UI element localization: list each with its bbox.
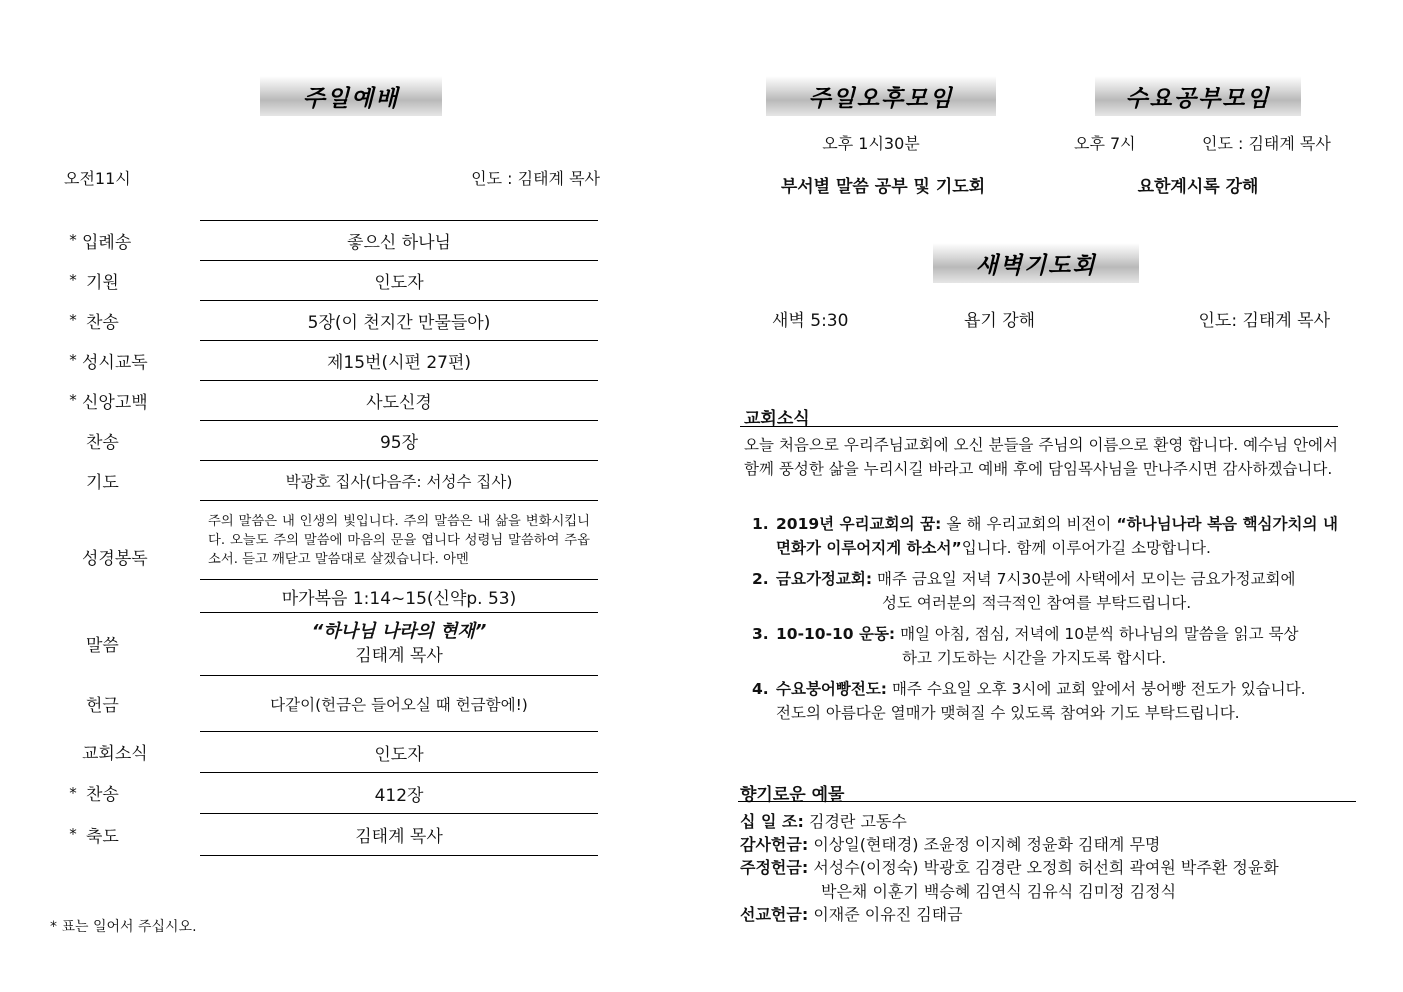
order-row xyxy=(64,813,598,855)
order-label-text: 성시교독 xyxy=(82,352,148,373)
order-label-text: 신앙고백 xyxy=(82,392,148,413)
order-label-text: 기도 xyxy=(86,472,119,493)
news-item-head: 2019년 우리교회의 꿈: xyxy=(776,515,942,533)
order-row xyxy=(64,675,598,731)
news-item-body: 입니다. 함께 이루어가길 소망합니다. xyxy=(961,539,1211,557)
order-bottom-line xyxy=(200,855,598,856)
dawn-prayer-banner: 새벽기도회 xyxy=(933,243,1139,283)
news-item-4 xyxy=(752,677,1338,725)
order-label xyxy=(64,731,200,772)
offering-line-weekly-cont: 박은채 이훈기 백승혜 김연식 김유식 김미정 김정식 xyxy=(821,882,1177,901)
news-item-body: 매일 아침, 점심, 저녁에 10분씩 하나님의 말씀을 읽고 묵상 xyxy=(900,625,1299,643)
order-value: 박광호 집사(다음주: 서성수 집사) xyxy=(200,460,598,500)
offering-label: 선교헌금: xyxy=(740,905,809,924)
news-item-body: 전도의 아름다운 열매가 맺혀질 수 있도록 참여와 기도 부탁드립니다. xyxy=(776,704,1240,722)
order-label xyxy=(64,675,200,731)
news-item-3 xyxy=(752,622,1338,670)
news-item-body: 성도 여러분의 적극적인 참여를 부탁드립니다. xyxy=(882,594,1192,612)
order-row xyxy=(64,420,598,460)
offering-names: 서성수(이정숙) 박광호 김경란 오정희 허선희 곽여원 박주환 정윤화 xyxy=(813,858,1279,877)
standing-mark: * xyxy=(69,825,77,843)
order-label-text: 헌금 xyxy=(86,695,119,716)
offering-names: 이상일(현태경) 조윤정 이지혜 정윤화 김태계 무명 xyxy=(813,835,1161,854)
news-intro: 오늘 처음으로 우리주님교회에 오신 분들을 주님의 이름으로 환영 합니다. 예수님 안에서 함께 풍성한 삶을 누리시길 바라고 예배 후에 담임목사님을 만나주시면 감사하겠습니다. xyxy=(744,436,1338,478)
order-value: 좋으신 하나님 xyxy=(200,220,598,260)
offering-label: 십 일 조: xyxy=(740,812,804,831)
news-item-num: 1. xyxy=(752,515,769,533)
news-item-head: 금요가정교회: xyxy=(776,570,873,588)
order-label-text: 찬송 xyxy=(86,785,119,805)
scripture-reference: 마가복음 1:14~15(신약p. 53) xyxy=(200,579,598,612)
news-title: 교회소식 xyxy=(744,409,810,429)
order-value: 인도자 xyxy=(200,731,598,772)
wednesday-leader: 인도 : 김태계 목사 xyxy=(1202,134,1331,153)
offering-title-rule xyxy=(738,801,1356,802)
order-value: 제15번(시편 27편) xyxy=(200,340,598,380)
wednesday-study-banner: 수요공부모임 xyxy=(1095,76,1301,116)
footnote: * 표는 일어서 주십시오. xyxy=(50,919,197,935)
offering-line-weekly xyxy=(740,856,1279,879)
news-item-num: 4. xyxy=(752,680,769,698)
order-value: 사도신경 xyxy=(200,380,598,420)
afternoon-time: 오후 1시30분 xyxy=(822,134,920,153)
scripture-prayer xyxy=(200,500,598,579)
sermon-preacher: 김태계 목사 xyxy=(355,646,443,666)
order-row xyxy=(64,772,598,813)
news-item-num: 3. xyxy=(752,625,769,643)
offering-line-tithe xyxy=(740,810,907,833)
standing-mark: * xyxy=(69,231,77,249)
order-label xyxy=(64,460,200,500)
order-row xyxy=(64,731,598,772)
standing-mark: * xyxy=(69,351,77,369)
order-label xyxy=(64,300,200,340)
order-label-text: 찬송 xyxy=(86,432,119,453)
standing-mark: * xyxy=(69,391,77,409)
order-value: 412장 xyxy=(200,772,598,813)
order-label-text: 축도 xyxy=(86,826,119,847)
order-row xyxy=(64,500,598,612)
order-row xyxy=(64,220,598,260)
dawn-topic: 욥기 강해 xyxy=(964,311,1036,331)
order-label xyxy=(64,340,200,380)
order-label xyxy=(64,220,200,260)
worship-time: 오전11시 xyxy=(64,169,131,188)
order-value: 김태계 목사 xyxy=(200,813,598,855)
order-row xyxy=(64,380,598,420)
standing-mark: * xyxy=(69,311,77,329)
wednesday-time: 오후 7시 xyxy=(1074,134,1136,153)
order-label xyxy=(64,500,200,612)
dawn-leader: 인도: 김태계 목사 xyxy=(1198,311,1330,331)
afternoon-meeting-banner: 주일오후모임 xyxy=(766,76,996,116)
offering-names: 이재준 이유진 김태금 xyxy=(813,905,963,924)
order-row xyxy=(64,340,598,380)
order-label xyxy=(64,772,200,813)
news-item-body: 매주 수요일 오후 3시에 교회 앞에서 붕어빵 전도가 있습니다. xyxy=(891,680,1306,698)
sermon-cell xyxy=(200,612,598,675)
news-item-body: 올 해 우리교회의 비전이 xyxy=(946,515,1112,533)
sunday-worship-banner: 주일예배 xyxy=(260,76,442,116)
order-label-text: 교회소식 xyxy=(82,744,148,764)
offering-label: 감사헌금: xyxy=(740,835,809,854)
news-item-body: 하고 기도하는 시간을 가지도록 합시다. xyxy=(902,649,1167,667)
standing-mark: * xyxy=(69,271,77,289)
wednesday-desc: 요한계시록 강해 xyxy=(1137,177,1259,197)
order-value: 인도자 xyxy=(200,260,598,300)
dawn-time: 새벽 5:30 xyxy=(772,311,849,331)
news-item-head: 수요붕어빵전도: xyxy=(776,680,888,698)
news-title-rule xyxy=(740,426,1338,427)
worship-leader: 인도 : 김태계 목사 xyxy=(471,169,600,188)
order-label xyxy=(64,420,200,460)
order-value: 다같이(헌금은 들어오실 때 헌금함에!) xyxy=(200,675,598,731)
news-item-num: 2. xyxy=(752,570,769,588)
sermon-title: “하나님 나라의 현재” xyxy=(311,621,487,642)
order-label xyxy=(64,260,200,300)
news-item-2 xyxy=(752,567,1338,615)
order-value: 95장 xyxy=(200,420,598,460)
order-label-text: 찬송 xyxy=(86,312,119,333)
order-row xyxy=(64,460,598,500)
scripture-prayer-text: 주의 말씀은 내 인생의 빛입니다. 주의 말씀은 내 삶을 변화시킵니다. 오늘도 주의 말씀에 마음의 문을 엽니다 성령님 말씀하여 주옵소서. 듣고 깨닫고 말씀대로 살겠습니다. 아멘 xyxy=(208,513,590,567)
offering-line-mission xyxy=(740,903,963,926)
order-label-text: 입례송 xyxy=(82,232,132,253)
order-label-text: 말씀 xyxy=(86,636,119,656)
order-row xyxy=(64,612,598,675)
order-value: 5장(이 천지간 만물들아) xyxy=(200,300,598,340)
standing-mark: * xyxy=(69,783,77,802)
order-label xyxy=(64,612,200,675)
offering-title: 향기로운 예물 xyxy=(740,785,845,805)
offering-label: 주정헌금: xyxy=(740,858,809,877)
offering-names: 김경란 고동수 xyxy=(809,812,907,831)
order-label xyxy=(64,380,200,420)
order-row xyxy=(64,300,598,340)
afternoon-desc: 부서별 말씀 공부 및 기도회 xyxy=(780,177,986,197)
news-item-head: 10-10-10 운동: xyxy=(776,625,896,643)
order-label xyxy=(64,813,200,855)
order-label-text: 성경봉독 xyxy=(82,548,148,569)
order-label-text: 기원 xyxy=(86,272,119,293)
order-row xyxy=(64,260,598,300)
news-item-body: 매주 금요일 저녁 7시30분에 사택에서 모이는 금요가정교회에 xyxy=(876,570,1296,588)
news-item-1 xyxy=(752,512,1338,560)
news-item-quote: “하나님나라 복음 핵심가치의 내면화가 이루어지게 하소서” xyxy=(776,515,1338,557)
offering-line-thanks xyxy=(740,833,1160,856)
